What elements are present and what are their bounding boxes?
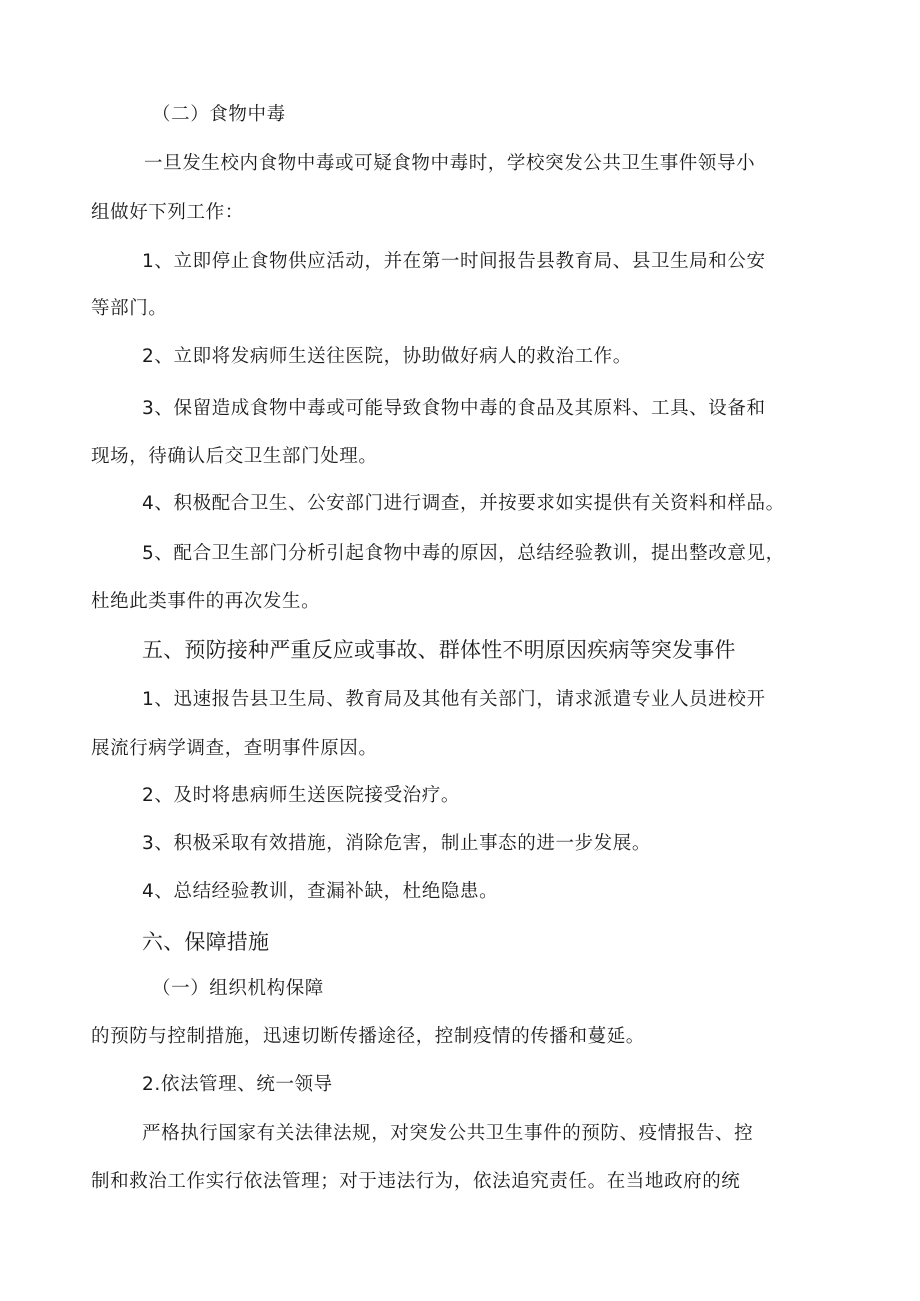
list-item-line: 5、配合卫生部门分析引起食物中毒的原因，总结经验教训，提出整改意见， [142, 543, 785, 564]
list-item-line: 4、总结经验教训，查漏补缺，杜绝隐患。 [142, 881, 499, 902]
subheading-organization: （一）组织机构保障 [152, 978, 324, 999]
list-item-line: 3、保留造成食物中毒或可能导致食物中毒的食品及其原料、工具、设备和 [142, 398, 766, 419]
list-item-line: 4、积极配合卫生、公安部门进行调查，并按要求如实提供有关资料和样品。 [142, 493, 785, 514]
list-item-line: 等部门。 [91, 298, 168, 319]
list-item-line: 1、立即停止食物供应活动，并在第一时间报告县教育局、县卫生局和公安 [142, 251, 766, 272]
list-item-line: 3、积极采取有效措施，消除危害，制止事态的进一步发展。 [142, 833, 651, 854]
section-heading-six: 六、保障措施 [142, 930, 270, 954]
list-item-line: 现场，待确认后交卫生部门处理。 [91, 446, 378, 467]
subheading-lawful-management: 2.依法管理、统一领导 [142, 1074, 333, 1095]
list-item-line: 2、及时将患病师生送医院接受治疗。 [142, 785, 460, 806]
paragraph-line: 一旦发生校内食物中毒或可疑食物中毒时，学校突发公共卫生事件领导小 [144, 153, 756, 174]
list-item-line: 展流行病学调查，查明事件原因。 [91, 738, 378, 759]
paragraph-line: 严格执行国家有关法律法规，对突发公共卫生事件的预防、疫情报告、控 [142, 1123, 754, 1144]
list-item-line: 2、立即将发病师生送往医院，协助做好病人的救治工作。 [142, 346, 632, 367]
list-item-line: 杜绝此类事件的再次发生。 [91, 591, 321, 612]
paragraph-line: 组做好下列工作： [91, 202, 244, 223]
paragraph-line: 制和救治工作实行依法管理；对于违法行为，依法追究责任。在当地政府的统 [91, 1171, 741, 1192]
list-item-line: 1、迅速报告县卫生局、教育局及其他有关部门，请求派遣专业人员进校开 [142, 689, 766, 710]
section-heading-five: 五、预防接种严重反应或事故、群体性不明原因疾病等突发事件 [142, 638, 736, 662]
subheading-food-poisoning: （二）食物中毒 [152, 104, 286, 125]
paragraph-line: 的预防与控制措施，迅速切断传播途径，控制疫情的传播和蔓延。 [91, 1026, 645, 1047]
